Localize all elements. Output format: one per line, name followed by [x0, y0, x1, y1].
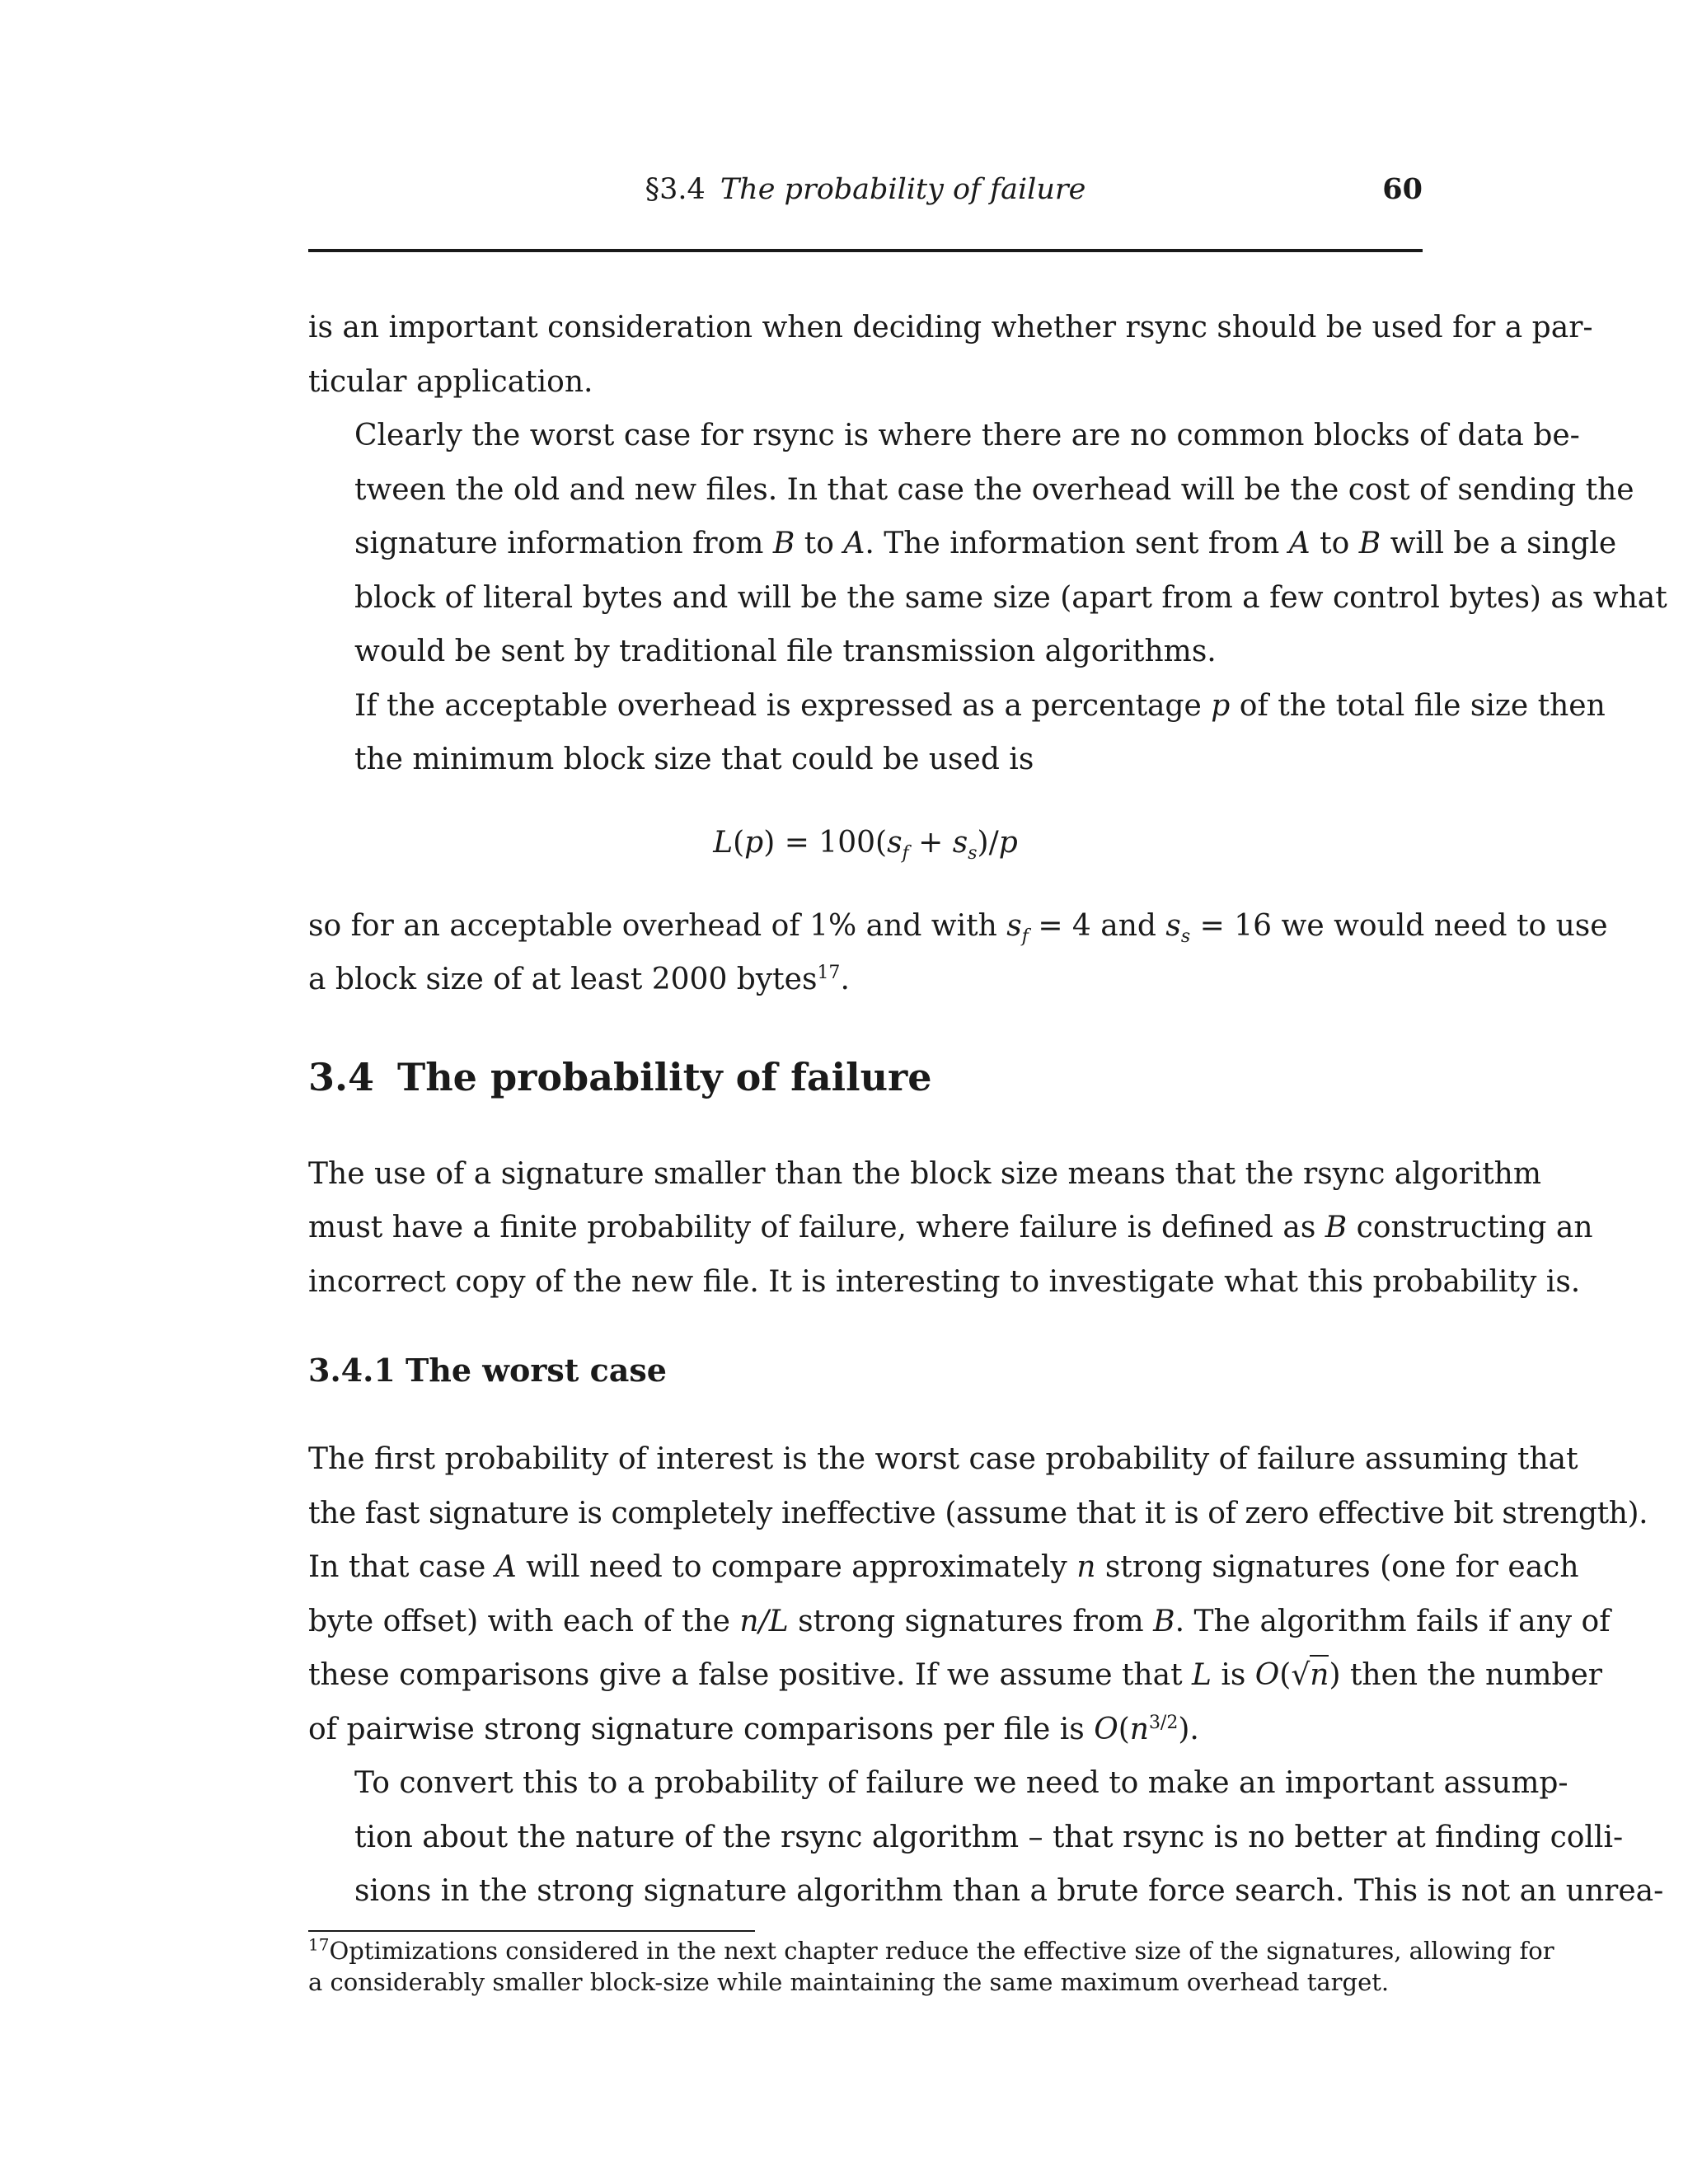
text-run: strong signatures (one for each [1095, 1550, 1579, 1584]
subsection-heading [308, 1346, 1423, 1395]
math-var: B [1358, 527, 1381, 560]
math-subscript: s [1180, 926, 1191, 947]
text-line: is an important consideration when deciding whether rsync should be used for a par- [308, 311, 1593, 344]
body-text [308, 301, 1667, 1919]
text-line: sions in the strong signature algorithm than a brute force search. This is not an unrea- [354, 1874, 1664, 1908]
math-superscript: 3/2 [1148, 1712, 1179, 1733]
math-var: n [1076, 1550, 1096, 1584]
math-var: s [1165, 908, 1181, 943]
text-line: incorrect copy of the new file. It is interesting to investigate what this probability is. [308, 1264, 1581, 1299]
math-var: p [744, 825, 764, 860]
math-var: p [1211, 688, 1231, 723]
math-var: A [843, 527, 865, 560]
text-line: block of literal bytes and will be the same size (apart from a few control bytes) as what [354, 580, 1667, 615]
math-subscript: s [968, 842, 978, 864]
header-rule [308, 249, 1423, 252]
math-var: B [1153, 1604, 1175, 1638]
text-run: . [840, 963, 850, 996]
footnote-line [308, 1934, 1554, 1966]
text-line: the fast signature is completely ineffective (assume that it is of zero effective bit strength). [308, 1496, 1648, 1530]
text-line: Clearly the worst case for rsync is where there are no common blocks of data be- [354, 419, 1580, 452]
running-head-section: §3.4 [645, 173, 706, 206]
math-subscript: f [902, 842, 909, 864]
text-line: these comparisons give a false positive. If we assume that L is O(√n) then the number [308, 1648, 1423, 1703]
math-var: L [1191, 1658, 1212, 1692]
text-line: the minimum block size that could be used is [354, 743, 1034, 776]
paragraph [308, 679, 1606, 787]
section-title: The probability of failure [397, 1054, 932, 1099]
math-var: n [1310, 1655, 1329, 1692]
paragraph [308, 301, 1593, 409]
text-run: byte offset) with each of the [308, 1604, 740, 1638]
math-var: O [1094, 1712, 1118, 1746]
text-run: of the total file size then [1230, 688, 1606, 723]
text-line: of pairwise strong signature comparisons per file is $O(n^{3/2})$. [308, 1712, 1199, 1746]
text-run: = 4 and [1028, 908, 1166, 943]
text-run: is [1211, 1658, 1255, 1692]
text-run: = 16 we would need to use [1190, 908, 1608, 943]
math-subscript: f [1021, 926, 1029, 947]
running-head-chapter-title: The probability of failure [720, 173, 1086, 206]
text-run: ) then the number [1329, 1658, 1603, 1692]
math-var: s [887, 825, 903, 860]
equation: $L(p) = 100(s_f + s_s)/p$ [713, 825, 1018, 864]
math-var: n/L [739, 1604, 789, 1638]
running-head [308, 165, 1423, 214]
math-op: )/ [977, 825, 999, 860]
text-run: to [1310, 527, 1359, 560]
math-op: ) = 100( [763, 825, 888, 860]
subsection-number: 3.4.1 [308, 1352, 396, 1389]
paragraph [308, 899, 1608, 1007]
text-line [308, 1540, 1579, 1595]
footnote-marker[interactable]: 17 [817, 963, 841, 983]
math-var: s [1006, 908, 1022, 943]
section-number: 3.4 [308, 1054, 375, 1099]
section-heading [308, 1052, 1423, 1102]
text-line [308, 953, 1423, 1007]
math-var: O [1254, 1658, 1280, 1692]
math-op: + [908, 825, 953, 860]
text-line: tion about the nature of the rsync algorithm – that rsync is no better at finding colli- [354, 1820, 1624, 1854]
math-var: B [1325, 1211, 1348, 1244]
text-run: . The algorithm fails if any of [1175, 1604, 1611, 1638]
math-var: B [772, 527, 795, 560]
text-line: tween the old and new files. In that case the overhead will be the cost of sending the [354, 472, 1634, 507]
text-run: Optimizations considered in the next chapter reduce the effective size of the signatures, allowing for [329, 1937, 1554, 1965]
paragraph [308, 409, 1667, 679]
text-run: strong signatures from [788, 1604, 1154, 1638]
text-line: would be sent by traditional file transmission algorithms. [354, 635, 1217, 668]
text-run: so for an acceptable overhead of 1% and with [308, 908, 1007, 943]
running-head-title [308, 165, 1423, 214]
paragraph [308, 1756, 1664, 1919]
text-run: constructing an [1347, 1211, 1593, 1244]
text-line [308, 1595, 1611, 1649]
text-run: to [795, 527, 844, 560]
math-var: p [998, 825, 1018, 860]
text-line: ticular application. [308, 364, 593, 399]
text-line [308, 517, 1617, 571]
paragraph [308, 1147, 1593, 1310]
math-var: A [495, 1550, 517, 1584]
math-var: s [952, 825, 968, 860]
text-line: To convert this to a probability of failure we need to make an important assump- [354, 1766, 1568, 1800]
math-var: L [713, 825, 734, 860]
text-run: these comparisons give a false positive. If we assume that [308, 1658, 1192, 1692]
paragraph [308, 1432, 1648, 1756]
subsection-title: The worst case [406, 1352, 667, 1389]
text-run: a block size of at least 2000 bytes [308, 963, 818, 996]
text-run: In that case [308, 1550, 495, 1584]
footnote-mark: 17 [308, 1934, 330, 1955]
text-run: will be a single [1381, 527, 1617, 560]
text-line [308, 679, 1606, 733]
text-line: The first probability of interest is the worst case probability of failure assuming that [308, 1442, 1578, 1476]
footnote [308, 1934, 1554, 1998]
sqrt-symbol: √ [1291, 1658, 1311, 1692]
text-run: must have a finite probability of failure, where failure is defined as [308, 1211, 1325, 1244]
footnote-line: a considerably smaller block-size while maintaining the same maximum overhead target. [308, 1968, 1390, 1996]
text-run: . The information sent from [865, 527, 1289, 560]
text-line [308, 899, 1608, 954]
text-line [308, 1201, 1593, 1255]
text-run: signature information from [354, 527, 773, 560]
text-run: If the acceptable overhead is expressed as a percentage [354, 688, 1212, 723]
text-run: will need to compare approximately [516, 1550, 1077, 1584]
math-var: n [1129, 1712, 1149, 1746]
footnote-rule [308, 1930, 755, 1932]
page-number: 60 [1382, 172, 1423, 206]
math-var: A [1288, 527, 1311, 560]
text-run: ). [1178, 1712, 1199, 1746]
text-run: of pairwise strong signature comparisons per file is [308, 1712, 1095, 1746]
text-line: The use of a signature smaller than the block size means that the rsync algorithm [308, 1156, 1542, 1191]
